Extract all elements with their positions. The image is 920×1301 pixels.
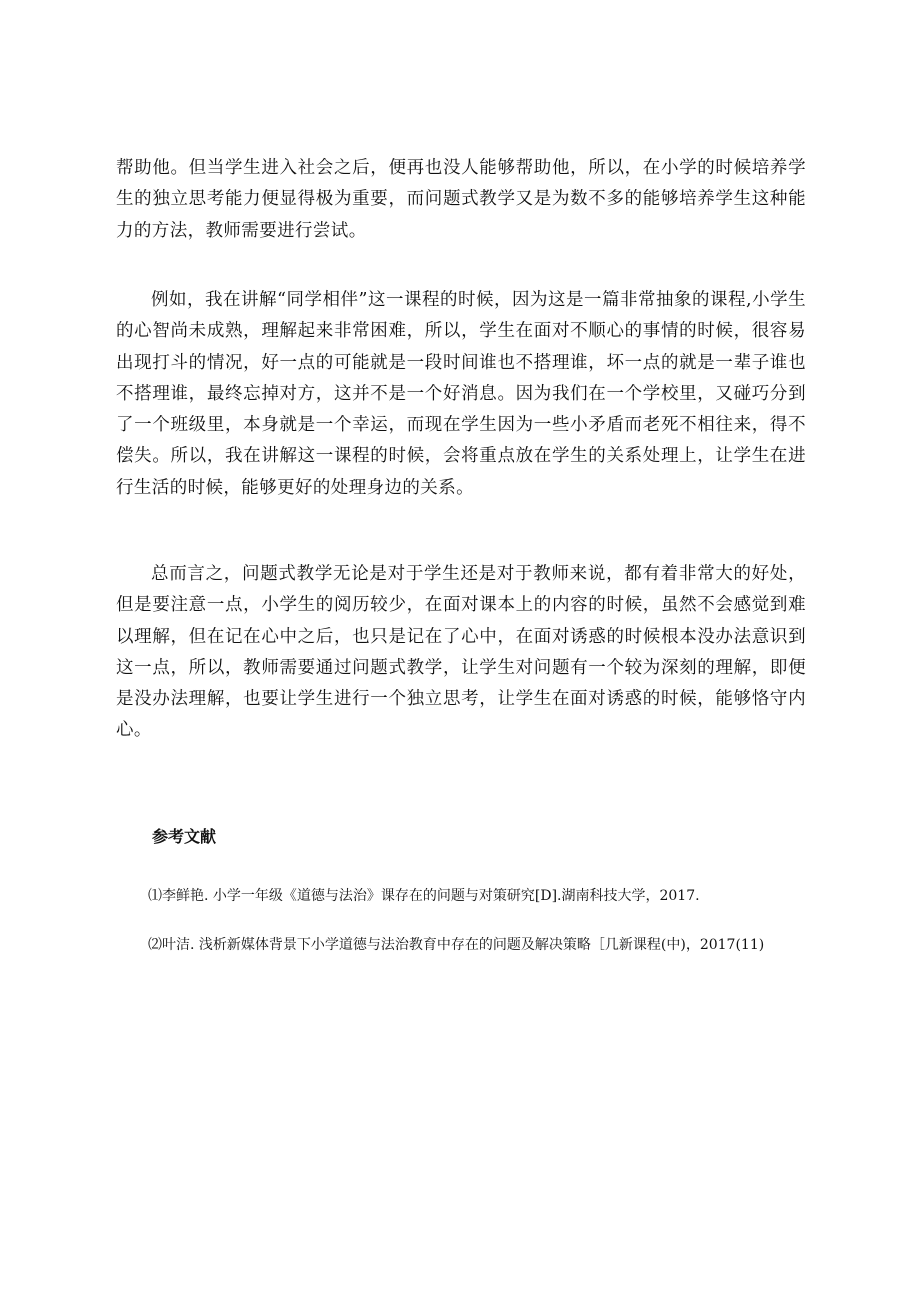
references-heading: 参考文献 [152, 827, 217, 846]
body-paragraph-conclusion: 总而言之，问题式教学无论是对于学生还是对于教师来说，都有着非常大的好处，但是要注意一点，小学生的阅历较少，在面对课本上的内容的时候，虽然不会感觉到难以理解，但在记在心中之后，也只是记在了心中，在面对诱惑的时候根本没办法意识到这一点，所以，教师需要通过问题式教学，让学生对问题有一个较为深刻的理解，即便是没办法理解，也要让学生进行一个独立思考，让学生在面对诱惑的时候，能够恪守内心。 [116, 564, 806, 741]
body-paragraph-example: 例如，我在讲解“同学相伴”这一课程的时候，因为这是一篇非常抽象的课程,小学生的心智尚未成熟，理解起来非常困难，所以，学生在面对不顺心的事情的时候，很容易出现打斗的情况，好一点的可能就是一段时间谁也不搭理谁，坏一点的就是一辈子谁也不搭理谁，最终忘掉对方，这并不是一个好消息。因为我们在一个学校里，又碰巧分到了一个班级里，本身就是一个幸运，而现在学生因为一些小矛盾而老死不相往来，得不偿失。所以，我在讲解这一课程的时候，会将重点放在学生的关系处理上，让学生在进行生活的时候，能够更好的处理身边的关系。 [116, 290, 806, 498]
reference-item-2: ⑵叶洁. 浅析新媒体背景下小学道德与法治教育中存在的问题及解决策略［几新课程(中)，2017(11) [148, 937, 765, 953]
body-paragraph-continuation: 帮助他。但当学生进入社会之后，便再也没人能够帮助他，所以，在小学的时候培养学生的独立思考能力便显得极为重要，而问题式教学又是为数不多的能够培养学生这种能力的方法，教师需要进行尝试。 [116, 158, 806, 241]
reference-item-1: ⑴李鲜艳. 小学一年级《道德与法治》课存在的问题与对策研究[D].湖南科技大学，2017. [148, 888, 700, 904]
